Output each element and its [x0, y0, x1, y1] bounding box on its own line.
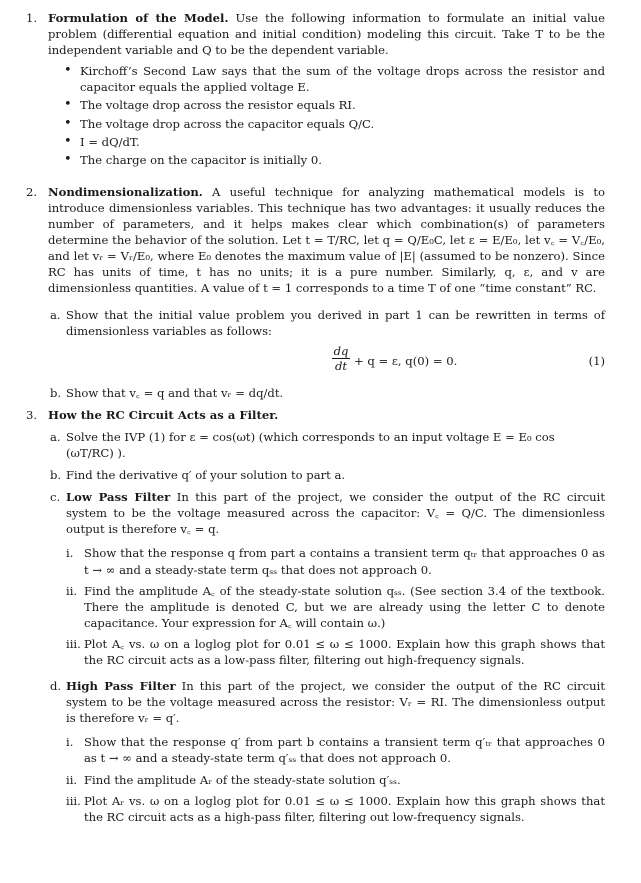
list-item: • I = dQ/dT.	[80, 134, 605, 150]
subpart-c-low-pass	[48, 489, 605, 668]
subpart-text: Solve the IVP (1) for ε = cos(ωt) (which corresponds to an input voltage E = E₀ cos (ωT/RC) ).	[66, 429, 555, 460]
list-item: • Kirchoff’s Second Law says that the sum of the voltage drops across the resistor and capacitor equals the applied voltage E.	[80, 63, 605, 95]
derivative-fraction	[332, 344, 350, 373]
subpart-label: c.	[50, 490, 61, 505]
item-iii	[66, 793, 605, 825]
item-i	[66, 545, 605, 577]
subpart-label: b.	[50, 468, 62, 483]
section-intro	[48, 184, 605, 297]
subpart-text: Show that v꜀ = q and that vᵣ = dq/dt.	[66, 385, 284, 400]
equation-1	[66, 343, 605, 381]
item-text: Find the amplitude Aᵣ of the steady-state solution q′ₛₛ.	[84, 772, 401, 787]
subpart-a	[48, 307, 605, 381]
item-label: i.	[66, 735, 74, 750]
item-text: Plot A꜀ vs. ω on a loglog plot for 0.01 ≤ ω ≤ 1000. Explain how this graph shows that the RC circuit acts as a low-pass filter, filtering out high-frequency signals.	[84, 636, 605, 667]
item-text: Plot Aᵣ vs. ω on a loglog plot for 0.01 ≤ ω ≤ 1000. Explain how this graph shows that the RC circuit acts as a high-pass filter, filtering out low-frequency signals.	[84, 793, 605, 824]
section-title: Formulation of the Model.	[48, 11, 229, 25]
equation-body: + q = ε, q(0) = 0.	[354, 353, 458, 368]
section-heading	[48, 407, 605, 423]
fraction-numerator: dq	[333, 343, 349, 358]
list-item: • The voltage drop across the capacitor equals Q/C.	[80, 116, 605, 132]
item-ii	[66, 583, 605, 631]
item-label: iii.	[66, 636, 81, 651]
item-ii	[66, 772, 605, 788]
item-label: iii.	[66, 793, 81, 808]
section-number: 3.	[26, 407, 38, 422]
subpart-label: b.	[50, 385, 62, 400]
bullet-list	[48, 63, 605, 168]
subpart-text: Find the derivative q′ of your solution to part a.	[66, 468, 346, 483]
subpart-text	[66, 678, 605, 726]
fraction-denominator: dt	[334, 358, 348, 373]
subpart-title: Low Pass Filter	[66, 490, 171, 505]
item-i	[66, 734, 605, 766]
item-text: Show that the response q from part a contains a transient term qₜᵣ that approaches 0 as t → ∞ and a steady-state term qₛₛ that does not approach 0.	[84, 546, 605, 577]
item-iii	[66, 636, 605, 668]
section-title: How the RC Circuit Acts as a Filter.	[48, 407, 279, 422]
section-1	[26, 10, 605, 168]
subpart-b	[48, 467, 605, 483]
subpart-label: a.	[50, 307, 61, 322]
section-number: 1.	[26, 11, 38, 25]
item-text: Find the amplitude A꜀ of the steady-state solution qₛₛ. (See section 3.4 of the textbook. There the amplitude is denoted C, but we are already using the letter C to denote capacitance. Your expression for A꜀ will contain ω.)	[84, 583, 605, 630]
item-label: ii.	[66, 772, 78, 787]
section-2	[26, 184, 605, 401]
item-label: i.	[66, 546, 74, 561]
section-number: 2.	[26, 184, 38, 199]
list-item: • The charge on the capacitor is initially 0.	[80, 152, 605, 168]
subpart-text	[66, 489, 605, 537]
section-intro	[48, 10, 605, 58]
subpart-title: High Pass Filter	[66, 679, 176, 694]
subpart-body: In this part of the project, we consider the output of the RC circuit system to be the voltage measured across the capacitor: V꜀ = Q/C. The dimensionless output is therefore v꜀ = q.	[66, 490, 606, 537]
section-intro-text: A useful technique for analyzing mathematical models is to introduce dimensionless variables. This technique has two advantages: it usually reduces the number of parameters, and it helps makes clear which combination(s) of parameters determine the behavior of the solution. Let t = T/RC, let q = Q/E₀C, let ε = E/E₀, let v꜀ = V꜀/E₀, and let vᵣ = Vᵣ/E₀, where E₀ denotes the maximum value of |E| (assumed to be nonzero). Since RC has units of time, t has no units; it is a pure number. Similarly, q, ε, and v are dimensionless quantities. A value of t = 1 corresponds to a time T of one “time constant” RC.	[48, 184, 605, 296]
list-item: • The voltage drop across the resistor equals RI.	[80, 97, 605, 113]
section-3	[26, 407, 605, 825]
equation-number: (1)	[588, 353, 605, 368]
subpart-b	[48, 385, 605, 401]
subpart-body: In this part of the project, we consider the output of the RC circuit system to be the voltage measured across the resistor: Vᵣ = RI. The dimensionless output is therefore vᵣ = q′.	[66, 679, 605, 726]
subpart-a	[48, 429, 605, 461]
subpart-text: Show that the initial value problem you derived in part 1 can be rewritten in terms of dimensionless variables as follows:	[66, 307, 605, 338]
subpart-label: a.	[50, 429, 61, 444]
section-intro-text: Use the following information to formulate an initial value problem (differential equation and initial condition) modeling this circuit. Take T to be the independent variable and Q to be the dependent variable.	[48, 11, 606, 58]
subpart-d-high-pass	[48, 678, 605, 825]
subpart-label: d.	[50, 679, 62, 694]
item-label: ii.	[66, 583, 78, 598]
item-text: Show that the response q′ from part b contains a transient term q′ₜᵣ that approaches 0 as t → ∞ and a steady-state term q′ₛₛ that does not approach 0.	[84, 735, 605, 766]
section-title: Nondimensionalization.	[48, 184, 203, 199]
